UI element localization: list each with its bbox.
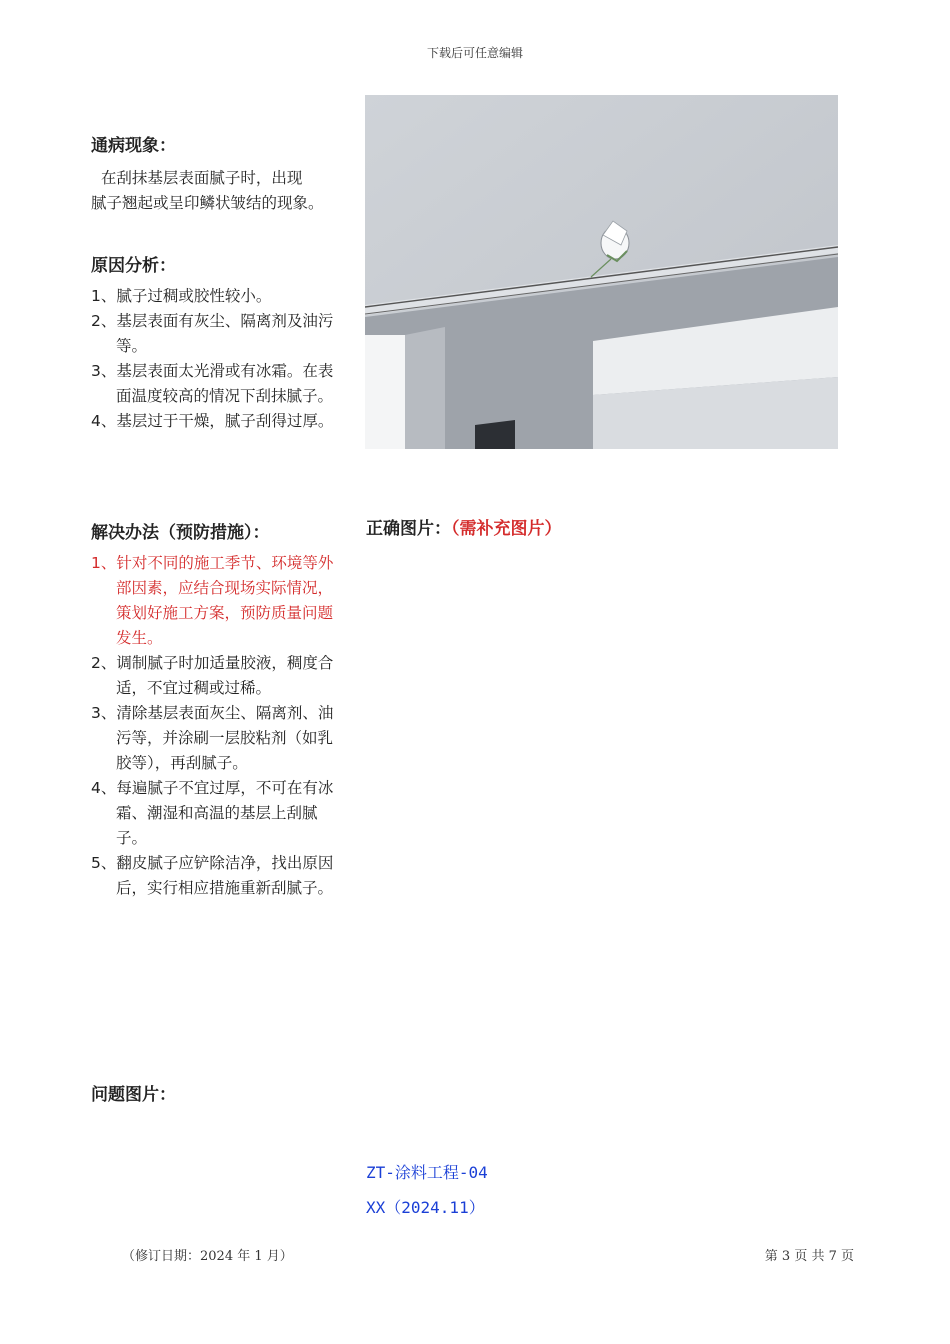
solution-item-5: 5、翻皮腻子应铲除洁净，找出原因后，实行相应措施重新刮腻子。 bbox=[91, 854, 334, 897]
symptom-title: 通病现象： bbox=[91, 136, 176, 156]
page-header: 下载后可任意编辑 bbox=[426, 46, 523, 60]
correct-image-note: （需补充图片） bbox=[451, 519, 562, 539]
symptom-text bbox=[91, 166, 356, 216]
solution-list bbox=[91, 551, 347, 901]
problem-photo bbox=[365, 95, 838, 449]
solution-item-4: 4、每遍腻子不宜过厚，不可在有冰霜、潮湿和高温的基层上刮腻子。 bbox=[91, 779, 334, 847]
page-number: 第 3 页 共 7 页 bbox=[764, 1249, 854, 1264]
cause-item-3: 3、基层表面太光滑或有冰霜。在表面温度较高的情况下刮抹腻子。 bbox=[91, 362, 334, 405]
cause-item-1: 1、腻子过稠或胶性较小。 bbox=[91, 287, 272, 305]
cause-title: 原因分析： bbox=[91, 256, 176, 276]
cause-item-2: 2、基层表面有灰尘、隔离剂及油污等。 bbox=[91, 312, 334, 355]
solution-title: 解决办法（预防措施）： bbox=[91, 523, 270, 543]
symptom-text-line2: 腻子翘起或呈印鳞状皱结的现象。 bbox=[91, 194, 324, 212]
solution-item-2: 2、调制腻子时加适量胶液，稠度合适，不宜过稠或过稀。 bbox=[91, 654, 334, 697]
cause-list bbox=[91, 284, 339, 434]
symptom-text-line1: 在刮抹基层表面腻子时，出现 bbox=[91, 169, 303, 187]
revision-date: （修订日期：2024 年 1 月） bbox=[122, 1249, 293, 1264]
solution-item-1: 1、针对不同的施工季节、环境等外部因素，应结合现场实际情况，策划好施工方案，预防质量问题发生。 bbox=[91, 554, 334, 647]
cause-item-4: 4、基层过于干燥，腻子刮得过厚。 bbox=[91, 412, 334, 430]
solution-item-3: 3、清除基层表面灰尘、隔离剂、油污等，并涂刷一层胶粘剂（如乳胶等），再刮腻子。 bbox=[91, 704, 334, 772]
ceiling-photo-illustration bbox=[365, 95, 838, 449]
correct-image-label: 正确图片： bbox=[366, 519, 451, 539]
correct-image-heading bbox=[366, 514, 562, 539]
doc-code: ZT-涂料工程-04 bbox=[366, 1163, 488, 1182]
doc-date-code: XX（2024.11） bbox=[366, 1198, 485, 1217]
problem-image-label: 问题图片： bbox=[91, 1085, 176, 1105]
